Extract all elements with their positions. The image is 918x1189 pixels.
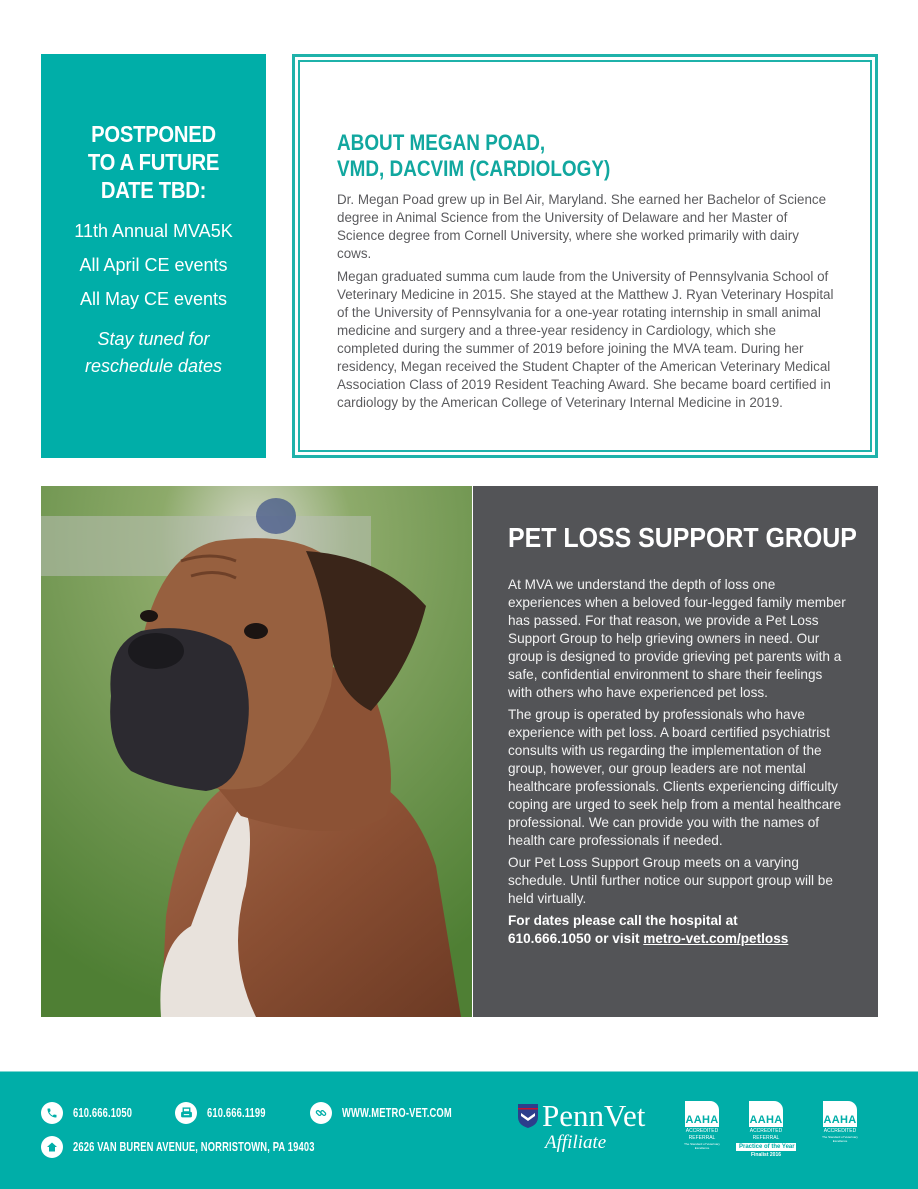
- badge-mark: AAHA: [685, 1114, 719, 1126]
- petloss-link[interactable]: metro-vet.com/petloss: [643, 931, 789, 946]
- postponed-heading: [55, 120, 253, 204]
- pennvet-affiliate-label: Affiliate: [545, 1132, 607, 1153]
- event-item: All May CE events: [79, 289, 228, 309]
- pet-loss-cta: [508, 912, 848, 948]
- aaha-accredited-badge: [820, 1101, 860, 1143]
- bio-paragraph: Dr. Megan Poad grew up in Bel Air, Maryland. She earned her Bachelor of Science degree in Animal Science from the University of Delaware and her Master of Science degree from Cornell University, where she worked primarily with dairy cows.: [337, 192, 827, 261]
- boxer-dog-photo: [41, 486, 472, 1017]
- event-item: All April CE events: [79, 255, 228, 275]
- badge-plate: [823, 1101, 857, 1127]
- badge-plate: [749, 1101, 783, 1127]
- address-text: 2626 VAN BUREN AVENUE, NORRISTOWN, PA 19403: [73, 1140, 315, 1154]
- aaha-referral-badge: [682, 1101, 722, 1150]
- footer-address: [41, 1136, 395, 1158]
- fax-number: 610.666.1199: [207, 1106, 266, 1120]
- pet-loss-body: [508, 576, 848, 948]
- reschedule-tagline: [41, 326, 266, 380]
- heading-line: POSTPONED: [91, 121, 216, 147]
- bio-title-line: VMD, DACVIM (CARDIOLOGY): [337, 156, 611, 181]
- home-icon: [41, 1136, 63, 1158]
- pet-loss-paragraph: At MVA we understand the depth of loss one experiences when a beloved four-legged family member has passed. For that reason, we provide a Pet Loss Support Group to help grieving owners in need. Our group is designed to provide grieving pet parents with a safe, confidential environment to share their feelings with others who have experienced pet loss.: [508, 577, 846, 700]
- aaha-practice-of-year-badge: [736, 1101, 796, 1158]
- badge-small-text: Finalist 2016: [750, 1152, 781, 1158]
- pet-loss-title: PET LOSS SUPPORT GROUP: [508, 522, 857, 553]
- bio-paragraph: Megan graduated summa cum laude from the University of Pennsylvania School of Veterinary Medicine in 2015. She stayed at the Matthew J. Ryan Veterinary Hospital of the University of Pennsylvania for a one-year rotating internship in small animal medicine and surgery and a three-year residency in Cardiology, which she completed during the summer of 2019 before joining the MVA team. During her residency, Megan received the Student Chapter of the American Veterinary Medical Association Class of 2019 Resident Teaching Award. She became board certified in cardiology by the American College of Veterinary Internal Medicine in 2019.: [337, 269, 834, 410]
- bio-inner-frame: [298, 60, 872, 452]
- footer-website[interactable]: [310, 1102, 488, 1124]
- postponed-events-list: [41, 214, 266, 316]
- phone-number: 610.666.1050: [73, 1106, 133, 1120]
- cta-phone-text: 610.666.1050 or visit: [508, 931, 644, 946]
- footer-fax: [175, 1102, 285, 1124]
- fax-icon: [175, 1102, 197, 1124]
- footer-phone[interactable]: [41, 1102, 152, 1124]
- badge-line: REFERRAL: [752, 1135, 780, 1141]
- pet-loss-paragraph: Our Pet Loss Support Group meets on a varying schedule. Until further notice our support group will be held virtually.: [508, 855, 833, 906]
- tagline-line: reschedule dates: [84, 356, 223, 376]
- dog-illustration: [41, 486, 472, 1017]
- pet-loss-panel: [473, 486, 878, 1017]
- phone-icon: [41, 1102, 63, 1124]
- badge-line: ACCREDITED: [749, 1128, 783, 1134]
- pennvet-name: PennVet: [542, 1098, 646, 1133]
- badge-line: ACCREDITED: [685, 1128, 719, 1134]
- badge-mark: AAHA: [749, 1114, 783, 1126]
- cta-line: [508, 930, 848, 948]
- badge-line: REFERRAL: [688, 1135, 716, 1141]
- penn-shield-icon: [518, 1104, 538, 1128]
- bio-box: [292, 54, 878, 458]
- bio-title-line: ABOUT MEGAN POAD,: [337, 130, 546, 155]
- link-icon: [310, 1102, 332, 1124]
- cta-line: For dates please call the hospital at: [508, 913, 738, 928]
- bio-body: [337, 191, 834, 412]
- pet-loss-paragraph: The group is operated by professionals who have experience with pet loss. A board certified psychiatrist consults with us regarding the implementation of the group, however, our group leaders are not mental healthcare professionals. Clients experiencing difficulty coping are urged to seek help from a mental healthcare professional. We can provide you with the names of health care professionals if needed.: [508, 707, 842, 848]
- badge-mark: AAHA: [823, 1114, 857, 1126]
- bio-title: [337, 130, 764, 182]
- tagline-line: Stay tuned for: [97, 329, 210, 349]
- postponed-panel: [41, 54, 266, 458]
- badge-line: ACCREDITED: [823, 1128, 857, 1134]
- heading-line: TO A FUTURE: [87, 149, 220, 175]
- badge-ribbon: Practice of the Year: [736, 1143, 796, 1151]
- event-item: 11th Annual MVA5K: [74, 221, 233, 241]
- footer: [0, 1071, 918, 1189]
- badge-small-text: The Standard of Veterinary Excellence: [684, 1142, 720, 1150]
- website-url: WWW.METRO-VET.COM: [342, 1106, 452, 1120]
- heading-line: DATE TBD:: [100, 177, 207, 203]
- badge-small-text: The Standard of Veterinary Excellence: [822, 1135, 858, 1143]
- badge-plate: [685, 1101, 719, 1127]
